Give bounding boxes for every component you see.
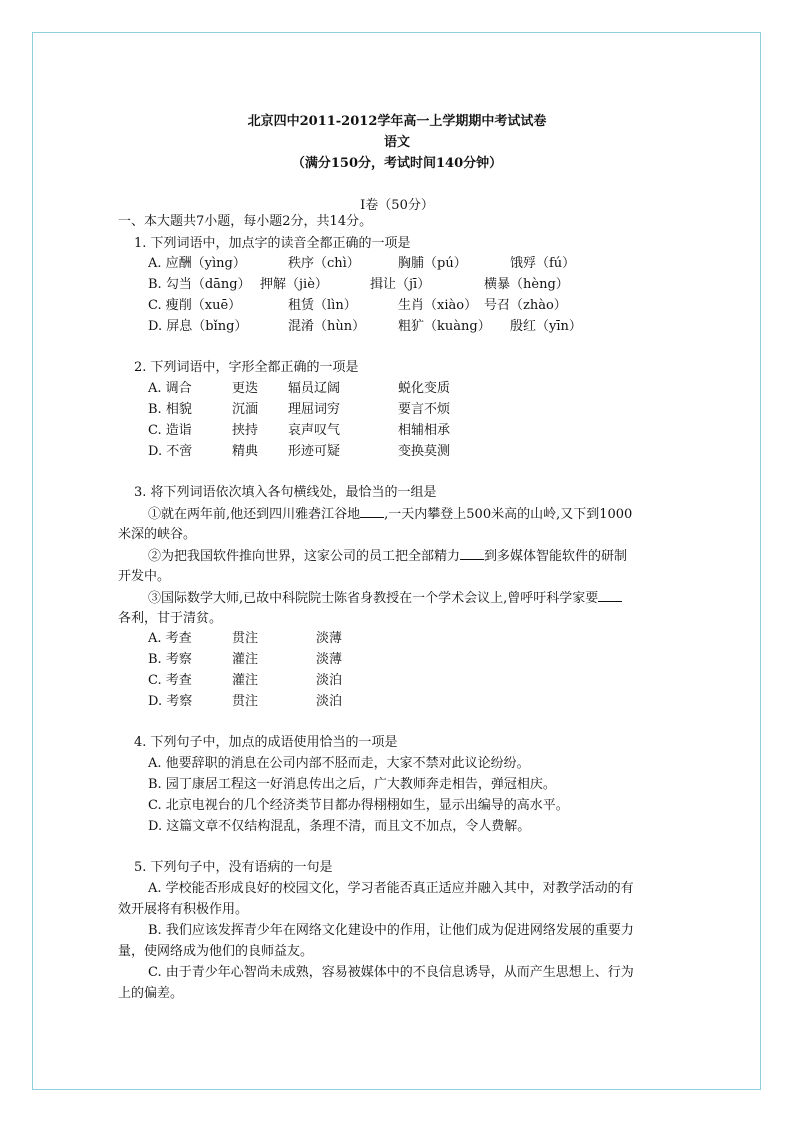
q1-option-c: C. 瘦削（xuē） [148,298,242,313]
q1-b-word3: 揖让（jī） [370,277,431,292]
q2-stem: 2. 下列词语中，字形全都正确的一项是 [134,360,359,375]
q3-b-word2: 灌注 [232,652,259,667]
q3-c-word2: 灌注 [232,673,259,688]
q4-option-b: B. 园丁康居工程这一好消息传出之后，广大教师奔走相告，弹冠相庆。 [148,777,556,792]
q2-c-word4: 相辅相承 [398,423,451,438]
q1-option-d: D. 屏息（bǐng） [148,319,248,334]
q1-c-word2: 租赁（lìn） [288,298,357,313]
q2-a-word2: 更迭 [232,381,259,396]
blank-2 [460,548,484,560]
q3-sentence-1: ①就在两年前,他还到四川雅砻江谷地 ,一天内攀登上500米高的山岭,又下到1000 [148,507,633,522]
q4-option-d: D. 这篇文章不仅结构混乱，条理不清，而且文不加点，令人费解。 [148,819,531,834]
q3-sentence-2-cont: 开发中。 [118,569,171,584]
exam-title: 北京四中2011-2012学年高一上学期期中考试试卷 [247,114,547,129]
q3-a-word2: 贯注 [232,631,259,646]
q4-option-a: A. 他要辞职的消息在公司内部不胫而走，大家不禁对此议论纷纷。 [148,756,530,771]
q1-d-word4: 殷红（yīn） [510,319,582,334]
q2-d-word2: 精典 [232,444,259,459]
q2-d-word4: 变换莫测 [398,444,451,459]
q4-stem: 4. 下列句子中，加点的成语使用恰当的一项是 [134,735,398,750]
q1-c-word4: 号召（zhào） [484,298,567,313]
q1-stem: 1. 下列词语中，加点字的读音全都正确的一项是 [134,236,411,251]
q5-option-a-cont: 效开展将有积极作用。 [118,902,249,917]
q3-c-word3: 淡泊 [316,673,343,688]
q3-sentence-3: ③国际数学大师,已故中科院院士陈省身教授在一个学术会议上,曾呼吁科学家要 [148,590,622,607]
blank-1 [360,506,384,518]
q3-a-word3: 淡薄 [316,631,343,646]
q5-option-a: A. 学校能否形成良好的校园文化，学习者能否真正适应并融入其中，对教学活动的有 [148,881,634,896]
q3-stem: 3. 将下列词语依次填入各句横线处，最恰当的一组是 [134,485,437,500]
q1-d-word2: 混淆（hùn） [288,319,366,334]
q5-stem: 5. 下列句子中，没有语病的一句是 [134,860,333,875]
q3-sentence-1-cont: 米深的峡谷。 [118,527,197,542]
q3-option-a: A. 考查 [148,631,192,646]
q1-option-a: A. 应酬（yìng） [148,256,246,271]
q2-a-word3: 辐员辽阔 [288,381,341,396]
blank-3 [598,590,622,602]
q1-a-word2: 秩序（chì） [288,256,360,271]
q1-option-b: B. 勾当（dāng） [148,277,251,292]
q1-b-word2: 押解（jiè） [260,277,328,292]
q3-d-word2: 贯注 [232,694,259,709]
q2-d-word3: 形迹可疑 [288,444,341,459]
exam-note: （满分150分，考试时间140分钟） [291,156,503,171]
q3-option-b: B. 考察 [148,652,192,667]
q3-b-word3: 淡薄 [316,652,343,667]
q2-c-word2: 挟持 [232,423,259,438]
q5-option-c: C. 由于青少年心智尚未成熟，容易被媒体中的不良信息诱导，从而产生思想上、行为 [148,965,634,980]
q2-option-d: D. 不啻 [148,444,193,459]
q1-b-word4: 横暴（hèng） [484,277,569,292]
q4-option-c: C. 北京电视台的几个经济类节目都办得栩栩如生，显示出编导的高水平。 [148,798,569,813]
q2-b-word2: 沉湎 [232,402,259,417]
q2-option-b: B. 相貌 [148,402,192,417]
q1-a-word4: 饿殍（fú） [510,256,576,271]
q3-sentence-2: ②为把我国软件推向世界，这家公司的员工把全部精力 到多媒体智能软件的研制 [148,549,628,564]
q3-d-word3: 淡泊 [316,694,343,709]
section-instruction: 一、本大题共7小题，每小题2分，共14分。 [118,214,373,229]
q2-b-word4: 要言不烦 [398,402,451,417]
q5-option-b: B. 我们应该发挥青少年在网络文化建设中的作用，让他们成为促进网络发展的重要力 [148,923,634,938]
q2-a-word4: 蜕化变质 [398,381,451,396]
q2-c-word3: 哀声叹气 [288,423,341,438]
q1-a-word3: 胸脯（pú） [398,256,467,271]
q3-sentence-3-cont: 各利，甘于清贫。 [118,611,223,626]
q1-d-word3: 粗犷（kuàng） [398,319,491,334]
q2-option-c: C. 造诣 [148,423,192,438]
q3-option-c: C. 考查 [148,673,192,688]
q1-c-word3: 生肖（xiào） [398,298,478,313]
q2-b-word3: 理屈词穷 [288,402,341,417]
q5-option-b-cont: 量，使网络成为他们的良师益友。 [118,944,314,959]
section-title: Ⅰ卷（50分） [360,198,434,213]
q2-option-a: A. 调合 [148,381,192,396]
q3-option-d: D. 考察 [148,694,193,709]
subject-title: 语文 [383,135,410,150]
q5-option-c-cont: 上的偏差。 [118,986,184,1001]
